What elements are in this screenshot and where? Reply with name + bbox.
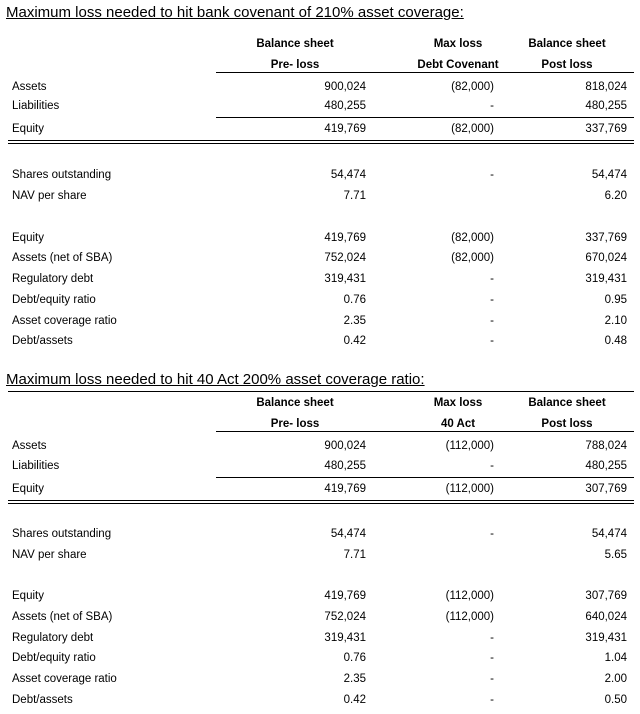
max-loss-value: -	[490, 100, 494, 112]
table-row	[0, 611, 640, 629]
pre-loss-value: 7.71	[343, 549, 366, 561]
column-header-pre-loss: Balance sheet	[256, 38, 334, 50]
max-loss-value: -	[490, 673, 494, 685]
total-double-line	[8, 140, 634, 141]
max-loss-value: -	[490, 460, 494, 472]
table-row	[0, 123, 640, 141]
pre-loss-value: 419,769	[324, 483, 366, 495]
row-label: Liabilities	[12, 460, 60, 472]
max-loss-value: -	[490, 273, 494, 285]
row-label: Regulatory debt	[12, 273, 94, 285]
post-loss-value: 54,474	[591, 169, 627, 181]
row-label: Debt/assets	[12, 694, 73, 706]
row-label: Equity	[12, 483, 44, 495]
table-row	[0, 460, 640, 478]
pre-loss-value: 319,431	[324, 632, 366, 644]
row-label: Equity	[12, 590, 44, 602]
column-subheader-max-loss: 40 Act	[440, 418, 476, 430]
post-loss-value: 337,769	[585, 123, 627, 135]
table-row	[0, 169, 640, 187]
max-loss-value: (112,000)	[445, 590, 494, 602]
pre-loss-value: 319,431	[324, 273, 366, 285]
pre-loss-value: 2.35	[343, 673, 366, 685]
pre-loss-value: 54,474	[330, 169, 366, 181]
post-loss-value: 6.20	[604, 190, 627, 202]
column-subheader-max-loss: Debt Covenant	[417, 59, 499, 71]
row-label: Assets (net of SBA)	[12, 252, 113, 264]
column-header-pre-loss: Balance sheet	[256, 397, 334, 409]
max-loss-value: -	[490, 632, 494, 644]
column-header-max-loss: Max loss	[433, 397, 483, 409]
max-loss-value: -	[490, 169, 494, 181]
post-loss-value: 670,024	[585, 252, 627, 264]
max-loss-value: (82,000)	[451, 232, 494, 244]
pre-loss-value: 480,255	[324, 100, 366, 112]
total-double-line	[8, 503, 634, 504]
table-row	[0, 190, 640, 208]
table-row	[0, 673, 640, 691]
pre-loss-value: 900,024	[324, 440, 366, 452]
post-loss-value: 0.50	[604, 694, 627, 706]
max-loss-value: (112,000)	[445, 611, 494, 623]
row-label: Debt/equity ratio	[12, 294, 96, 306]
pre-loss-value: 0.42	[343, 694, 366, 706]
pre-loss-value: 900,024	[324, 81, 366, 93]
table-row	[0, 81, 640, 99]
section-title: Maximum loss needed to hit bank covenant of 210% asset coverage:	[6, 4, 464, 21]
post-loss-value: 818,024	[585, 81, 627, 93]
table-row	[0, 632, 640, 650]
post-loss-value: 307,769	[585, 483, 627, 495]
row-label: Equity	[12, 232, 44, 244]
row-label: Shares outstanding	[12, 169, 112, 181]
post-loss-value: 480,255	[585, 460, 627, 472]
max-loss-value: -	[490, 315, 494, 327]
row-label: Liabilities	[12, 100, 60, 112]
column-subheader-post-loss: Post loss	[541, 418, 593, 430]
table-row	[0, 335, 640, 353]
table-row	[0, 252, 640, 270]
row-label: Equity	[12, 123, 44, 135]
post-loss-value: 319,431	[585, 273, 627, 285]
column-subheader-post-loss: Post loss	[541, 59, 593, 71]
max-loss-value: -	[490, 294, 494, 306]
pre-loss-value: 419,769	[324, 123, 366, 135]
max-loss-value: (82,000)	[451, 252, 494, 264]
pre-loss-value: 54,474	[330, 528, 366, 540]
max-loss-value: (112,000)	[445, 440, 494, 452]
max-loss-value: (82,000)	[451, 81, 494, 93]
post-loss-value: 480,255	[585, 100, 627, 112]
pre-loss-value: 0.42	[343, 335, 366, 347]
post-loss-value: 2.10	[604, 315, 627, 327]
post-loss-value: 54,474	[591, 528, 627, 540]
row-label: Asset coverage ratio	[12, 673, 117, 685]
table-row	[0, 590, 640, 608]
table-row	[0, 232, 640, 250]
table-row	[0, 315, 640, 333]
subtotal-line	[216, 477, 634, 478]
column-subheader-pre-loss: Pre- loss	[270, 418, 320, 430]
table-row	[0, 483, 640, 501]
header-underline	[216, 72, 634, 73]
column-subheader-pre-loss: Pre- loss	[270, 59, 320, 71]
post-loss-value: 319,431	[585, 632, 627, 644]
total-double-line	[8, 143, 634, 144]
post-loss-value: 788,024	[585, 440, 627, 452]
column-header-max-loss: Max loss	[433, 38, 483, 50]
pre-loss-value: 0.76	[343, 652, 366, 664]
table-row	[0, 273, 640, 291]
pre-loss-value: 7.71	[343, 190, 366, 202]
row-label: Assets	[12, 440, 47, 452]
table-row	[0, 100, 640, 118]
row-label: Asset coverage ratio	[12, 315, 117, 327]
post-loss-value: 2.00	[604, 673, 627, 685]
post-loss-value: 1.04	[604, 652, 627, 664]
row-label: Shares outstanding	[12, 528, 112, 540]
column-header-post-loss: Balance sheet	[528, 397, 606, 409]
pre-loss-value: 0.76	[343, 294, 366, 306]
pre-loss-value: 419,769	[324, 590, 366, 602]
max-loss-value: -	[490, 528, 494, 540]
pre-loss-value: 419,769	[324, 232, 366, 244]
row-label: Debt/equity ratio	[12, 652, 96, 664]
column-header-post-loss: Balance sheet	[528, 38, 606, 50]
post-loss-value: 5.65	[604, 549, 627, 561]
row-label: Assets	[12, 81, 47, 93]
row-label: NAV per share	[12, 190, 87, 202]
section-title: Maximum loss needed to hit 40 Act 200% asset coverage ratio:	[6, 371, 425, 388]
table-row	[0, 549, 640, 567]
total-double-line	[8, 500, 634, 501]
max-loss-value: (82,000)	[451, 123, 494, 135]
header-underline	[216, 431, 634, 432]
row-label: NAV per share	[12, 549, 87, 561]
table-row	[0, 528, 640, 546]
pre-loss-value: 2.35	[343, 315, 366, 327]
title-rule	[8, 391, 634, 392]
max-loss-value: -	[490, 335, 494, 347]
row-label: Regulatory debt	[12, 632, 94, 644]
row-label: Debt/assets	[12, 335, 73, 347]
pre-loss-value: 752,024	[324, 611, 366, 623]
max-loss-value: (112,000)	[445, 483, 494, 495]
pre-loss-value: 480,255	[324, 460, 366, 472]
table-row	[0, 694, 640, 712]
post-loss-value: 337,769	[585, 232, 627, 244]
post-loss-value: 0.48	[604, 335, 627, 347]
post-loss-value: 307,769	[585, 590, 627, 602]
post-loss-value: 640,024	[585, 611, 627, 623]
max-loss-value: -	[490, 652, 494, 664]
max-loss-value: -	[490, 694, 494, 706]
subtotal-line	[216, 117, 634, 118]
pre-loss-value: 752,024	[324, 252, 366, 264]
table-row	[0, 294, 640, 312]
row-label: Assets (net of SBA)	[12, 611, 113, 623]
table-row	[0, 652, 640, 670]
post-loss-value: 0.95	[604, 294, 627, 306]
table-row	[0, 440, 640, 458]
